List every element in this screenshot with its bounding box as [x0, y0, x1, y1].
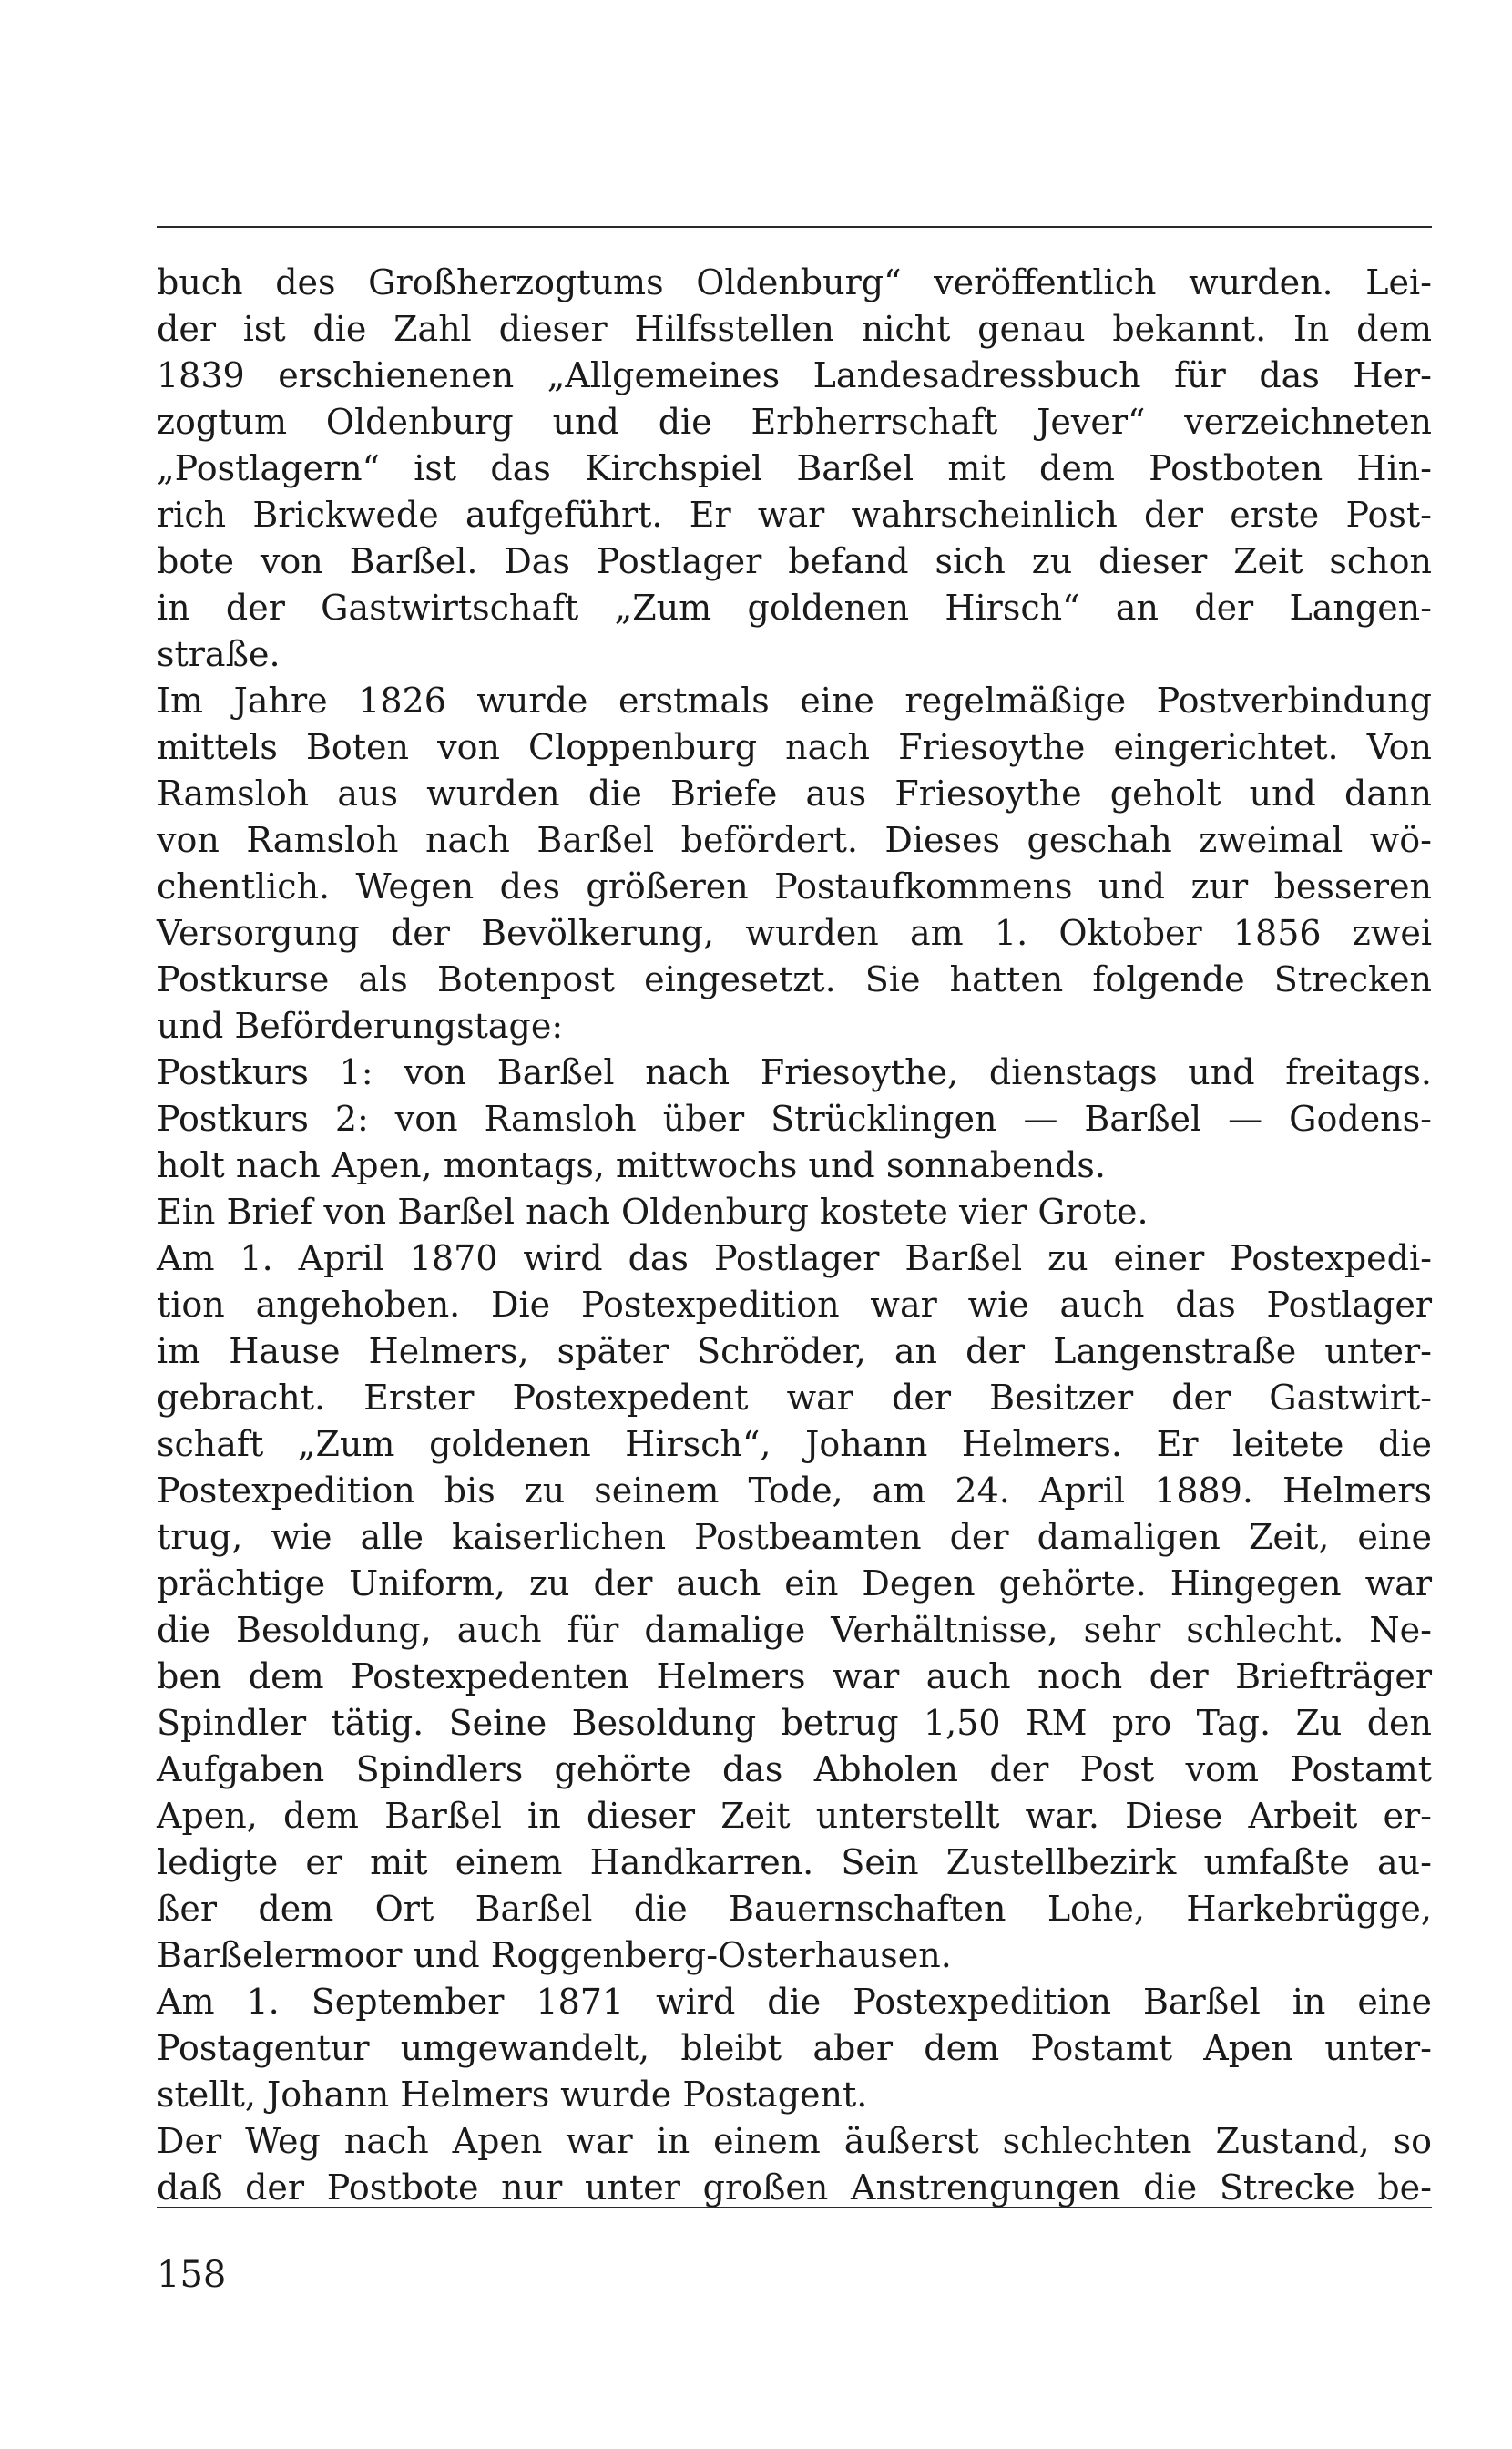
text-line: holt nach Apen, montags, mittwochs und sonnabends.: [157, 1145, 1106, 1185]
text-line: schaft „Zum goldenen Hirsch“, Johann Helmers. Er leitete die: [157, 1424, 1432, 1464]
text-line: ben dem Postexpedenten Helmers war auch noch der Briefträger: [157, 1656, 1432, 1696]
text-line: Postkurs 1: von Barßel nach Friesoythe, dienstags und freitags.: [157, 1052, 1432, 1092]
text-line: ßer dem Ort Barßel die Bauernschaften Lohe, Harkebrügge,: [157, 1889, 1432, 1929]
body-text: [157, 260, 1432, 2211]
text-line: trug, wie alle kaiserlichen Postbeamten der damaligen Zeit, eine: [157, 1517, 1432, 1557]
text-line: stellt, Johann Helmers wurde Postagent.: [157, 2075, 868, 2115]
text-line: Ramsloh aus wurden die Briefe aus Friesoythe geholt und dann: [157, 774, 1432, 814]
text-line: Apen, dem Barßel in dieser Zeit unterstellt war. Diese Arbeit er-: [157, 1796, 1432, 1836]
bottom-rule: [157, 2207, 1432, 2208]
text-line: der ist die Zahl dieser Hilfsstellen nicht genau bekannt. In dem: [157, 309, 1432, 349]
text-line: Postkurs 2: von Ramsloh über Strücklingen — Barßel — Godens-: [157, 1099, 1432, 1139]
text-line: rich Brickwede aufgeführt. Er war wahrscheinlich der erste Post-: [157, 495, 1432, 535]
page-number: 158: [157, 2254, 227, 2296]
text-line: chentlich. Wegen des größeren Postaufkommens und zur besseren: [157, 866, 1432, 907]
text-line: die Besoldung, auch für damalige Verhältnisse, sehr schlecht. Ne-: [157, 1610, 1432, 1650]
text-line: Ein Brief von Barßel nach Oldenburg kostete vier Grote.: [157, 1192, 1149, 1232]
text-line: Am 1. April 1870 wird das Postlager Barßel zu einer Postexpedi-: [157, 1238, 1432, 1278]
text-line: tion angehoben. Die Postexpedition war wie auch das Postlager: [157, 1285, 1432, 1325]
text-line: ledigte er mit einem Handkarren. Sein Zustellbezirk umfaßte au-: [157, 1842, 1432, 1882]
text-line: Postexpedition bis zu seinem Tode, am 24. April 1889. Helmers: [157, 1470, 1432, 1511]
text-line: Postagentur umgewandelt, bleibt aber dem Postamt Apen unter-: [157, 2028, 1432, 2068]
text-line: Am 1. September 1871 wird die Postexpedition Barßel in eine: [157, 1982, 1432, 2022]
text-line: Im Jahre 1826 wurde erstmals eine regelmäßige Postverbindung: [157, 681, 1432, 721]
text-line: und Beförderungstage:: [157, 1006, 564, 1046]
text-line: gebracht. Erster Postexpedent war der Besitzer der Gastwirt-: [157, 1378, 1432, 1418]
text-line: mittels Boten von Cloppenburg nach Friesoythe eingerichtet. Von: [157, 727, 1432, 767]
text-line: daß der Postbote nur unter großen Anstrengungen die Strecke be-: [157, 2167, 1432, 2208]
text-line: Der Weg nach Apen war in einem äußerst schlechten Zustand, so: [157, 2121, 1432, 2161]
text-line: „Postlagern“ ist das Kirchspiel Barßel mit dem Postboten Hin-: [157, 448, 1432, 488]
text-line: prächtige Uniform, zu der auch ein Degen gehörte. Hingegen war: [157, 1563, 1432, 1604]
text-line: Aufgaben Spindlers gehörte das Abholen der Post vom Postamt: [157, 1749, 1432, 1789]
text-line: Barßelermoor und Roggenberg-Osterhausen.: [157, 1935, 952, 1975]
text-line: buch des Großherzogtums Oldenburg“ veröffentlich wurden. Lei-: [157, 262, 1432, 302]
text-line: Postkurse als Botenpost eingesetzt. Sie hatten folgende Strecken: [157, 959, 1432, 999]
text-line: Versorgung der Bevölkerung, wurden am 1. Oktober 1856 zwei: [157, 913, 1432, 953]
text-line: straße.: [157, 634, 281, 674]
top-rule: [157, 226, 1432, 228]
text-line: von Ramsloh nach Barßel befördert. Dieses geschah zweimal wö-: [157, 820, 1432, 860]
text-line: im Hause Helmers, später Schröder, an der Langenstraße unter-: [157, 1331, 1432, 1371]
text-line: Spindler tätig. Seine Besoldung betrug 1,50 RM pro Tag. Zu den: [157, 1703, 1432, 1743]
text-line: 1839 erschienenen „Allgemeines Landesadressbuch für das Her-: [157, 355, 1432, 395]
text-line: in der Gastwirtschaft „Zum goldenen Hirsch“ an der Langen-: [157, 588, 1432, 628]
text-line: bote von Barßel. Das Postlager befand sich zu dieser Zeit schon: [157, 541, 1432, 581]
text-line: zogtum Oldenburg und die Erbherrschaft Jever“ verzeichneten: [157, 402, 1432, 442]
